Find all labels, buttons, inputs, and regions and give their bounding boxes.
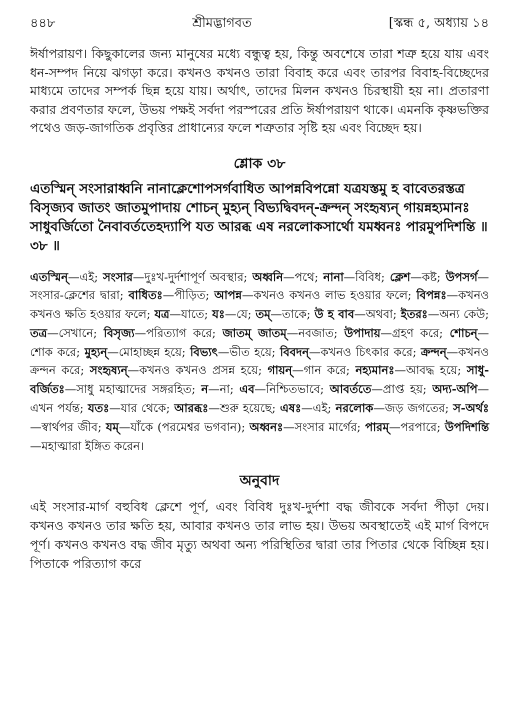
synonym-meaning: বিবিধ (355, 269, 381, 284)
synonym-word: উ হ বাব (314, 307, 355, 322)
synonym-word: এব (239, 382, 255, 397)
synonym-meaning: পীড়িত (174, 288, 206, 303)
synonym-meaning: এখন পর্যন্ত (30, 401, 80, 416)
synonym-word: জাতম্ জাতম্ (222, 325, 287, 340)
synonym-meaning: নিশ্চিতভাবে (266, 382, 321, 397)
synonym-meaning: কষ্ট (421, 269, 437, 284)
synonym-meaning: সংসার-ক্লেশের দ্বারা (30, 288, 120, 303)
synonym-word: ন (201, 382, 209, 397)
synonym-meaning: সংসার মার্গের (294, 419, 357, 434)
synonyms-paragraph: এতস্মিন্—এই; সংসার—দুঃখ-দুর্দশাপূর্ণ অবস্থার; অধ্বনি—পথে; নানা—বিবিধ; ক্লেশ—কষ্ট; উপসর্গ—সংসার-ক্লেশের দ্বারা; বাধিতঃ—পীড়িত; আপন্ন—কখনও কখনও লাভ হওয়ার ফলে; বিপন্নঃ—কখনও কখনও ক্ষতি হওয়ার ফলে; যত্র—যাতে; যঃ—যে; তম্—তাকে; উ হ বাব—অথবা; ইতরঃ—অন্য কেউ; তত্র—সেখানে; বিসৃজ্য—পরিত্যাগ করে; জাতম্ জাতম্—নবজাত; উপাদায়—গ্রহণ করে; শোচন্—শোক করে; মুহ্যন্—মোহাচ্ছন্ন হয়ে; বিভ্যৎ—ভীত হয়ে; বিবদন্—কখনও চিৎকার করে; ক্রন্দন্—কখনও ক্রন্দন করে; সংহৃষ্যন্—কখনও কখনও প্রসন্ন হয়ে; গায়ন্—গান করে; নহ্যমানঃ—আবদ্ধ হয়ে; সাধু-বর্জিতঃ—সাধু মহাত্মাদের সঙ্গরহিত; ন—না; এব—নিশ্চিতভাবে; আবর্ততে—প্রাপ্ত হয়; অদ্য-অপি—এখন পর্যন্ত; যতঃ—যার থেকে; আরব্ধঃ—শুরু হয়েছে; এষঃ—এই; নরলোক—জড় জগতের; স-অর্থঃ—স্বার্থপর জীব; যম্—যাঁকে (পরমেশ্বর ভগবান); অধ্বনঃ—সংসার মার্গের; পারম্—পরপারে; উপদিশন্তি—মহাত্মারা ইঙ্গিত করেন। (30, 269, 490, 453)
synonym-meaning: কখনও কখনও লাভ হওয়ার ফলে (253, 288, 408, 303)
synonym-meaning: মোহাচ্ছন্ন হয়ে (118, 344, 182, 359)
synonym-word: বিবদন্ (279, 344, 309, 359)
synonym-word: উপদিশন্তি (444, 419, 490, 434)
synonym-word: ক্লেশ (389, 269, 411, 284)
translation-heading: অনুবাদ (239, 473, 280, 490)
page-header (30, 14, 489, 35)
synonym-meaning: নবজাত (298, 325, 334, 340)
synonym-meaning: কখনও চিৎকার করে (320, 344, 413, 359)
synonym-word: মুহ্যন্ (84, 344, 108, 359)
synonym-meaning: গান করে (303, 363, 346, 378)
synonym-meaning: জড় জগতের (384, 401, 445, 416)
synonym-word: অধ্বনঃ (249, 419, 284, 434)
synonym-word: বিভ্যৎ (190, 344, 218, 359)
synonym-word: যঃ (212, 307, 225, 322)
synonym-meaning: যাঁকে (পরমেশ্বর ভগবান) (130, 419, 242, 434)
synonym-meaning: যার থেকে (120, 401, 167, 416)
verse-text: এতস্মিন্ সংসারাধ্বনি নানাক্লেশোপসর্গবাধিত আপন্নবিপন্নো যত্রযস্তমু হ বাবেতরস্তত্র বিসৃজ্যব জাতং জাতমুপাদায় শোচন্ মুহ্যন্ বিভ্যদ্বিবদন্-ক্রন্দন্ সংহৃষ্যন্ গায়ন্নহ্যমানঃ সাধুবর্জিতো নৈবাবর্ততেহদ্যাপি যত আরব্ধ এষ নরলোকসার্থো যমধ্বনঃ পারমুপদিশন্তি ॥ ৩৮ ॥ (30, 180, 488, 254)
synonym-word: সংসার (103, 269, 133, 284)
synonym-word: সংহৃষ্যন্ (89, 363, 128, 378)
synonym-word: শোচন্ (449, 325, 478, 340)
synonym-word: নানা (323, 269, 344, 284)
synonym-word: এতস্মিন্ (30, 269, 68, 284)
synonym-word: স-অর্থঃ (453, 401, 490, 416)
synonym-word: অধ্বনি (252, 269, 284, 284)
synonym-word: আরব্ধঃ (174, 401, 209, 416)
synonym-word: এষঃ (279, 401, 302, 416)
synonym-meaning: স্বার্থপর জীব (41, 419, 98, 434)
synonym-word: তত্র (30, 325, 48, 340)
synonym-word: বিপন্নঃ (416, 288, 447, 303)
synonym-word: বাধিতঃ (128, 288, 163, 303)
synonym-meaning: এই (312, 401, 328, 416)
synonym-word: বিসৃজ্য (103, 325, 135, 340)
synonym-meaning: তাকে (282, 307, 307, 322)
synonym-word: পারম্ (365, 419, 389, 434)
synonym-meaning: পরিত্যাগ করে (146, 325, 212, 340)
translation-text: এই সংসার-মার্গ বহুবিধ ক্লেশে পূর্ণ, এবং বিবিধ দুঃখ-দুর্দশা বদ্ধ জীবকে সর্বদা পীড়া দেয়। কখনও কখনও তার ক্ষতি হয়, আবার কখনও তার লাভ হয়। উভয় অবস্থাতেই এই মার্গ বিপদে পূর্ণ। কখনও কখনও বদ্ধ জীব মৃত্যু অথবা অন্য পরিস্থিতির দ্বারা তার পিতার থেকে বিচ্ছিন্ন হয়। পিতাকে পরিত্যাগ করে (30, 499, 489, 572)
synonym-meaning: কখনও কখনও ক্ষতি হওয়ার ফলে (30, 288, 490, 322)
synonym-word: উপসর্গ (445, 269, 478, 284)
synonym-meaning: ভীত হয়ে (229, 344, 272, 359)
synonym-meaning: এই (79, 269, 95, 284)
synonym-word: সাধু-বর্জিতঃ (30, 363, 490, 397)
synonym-meaning: মহাত্মারা ইঙ্গিত করেন। (41, 438, 145, 453)
synonym-word: ক্রন্দন্ (420, 344, 447, 359)
synonym-word: নহ্যমানঃ (355, 363, 395, 378)
page-number: ৪৪৮ (30, 16, 56, 31)
synonym-meaning: প্রাপ্ত হয় (382, 382, 423, 397)
synonym-meaning: গ্রহণ করে (391, 325, 440, 340)
section-reference: [স্কন্ধ ৫, অধ্যায় ১৪ (388, 16, 489, 31)
synonym-meaning: সাধু মহাত্মাদের সঙ্গরহিত (76, 382, 192, 397)
synonym-meaning: যে (236, 307, 248, 322)
synonym-meaning: কখনও ক্রন্দন করে (30, 344, 490, 378)
synonym-word: অদ্য-অপি (432, 382, 478, 397)
synonym-meaning: আবদ্ধ হয়ে (406, 363, 458, 378)
synonym-meaning: পরপারে (400, 419, 437, 434)
synonym-meaning: শোক করে (30, 344, 77, 359)
synonym-word: যম্ (105, 419, 119, 434)
synonym-word: যতঃ (87, 401, 110, 416)
synonym-meaning: পথে (294, 269, 315, 284)
synonym-word: নরলোক (335, 401, 374, 416)
purport-continuation: ঈর্ষাপরায়ণ। কিছুকালের জন্য মানুষের মধ্যে বন্ধুত্ব হয়, কিন্তু অবশেষে তারা শত্রু হয়ে যায় এবং ধন-সম্পদ নিয়ে ঝগড়া করে। কখনও কখনও তারা বিবাহ করে এবং তারপর বিবাহ-বিচ্ছেদের মাধ্যমে তাদের সম্পর্ক ছিন্ন হয়ে যায়। অর্থাৎ, তাদের মিলন কখনও চিরস্থায়ী হয় না। প্রতারণা করার প্রবণতার ফলে, উভয় পক্ষই সর্বদা পরস্পরের প্রতি ঈর্ষাপরায়ণ থাকে। এমনকি কৃষ্ণভক্তির পথেও জড়-জাগতিক প্রবৃত্তির প্রাধান্যের ফলে শত্রুতার সৃষ্টি হয় এবং বিচ্ছেদ হয়। (30, 46, 489, 135)
synonym-word: উপাদায় (344, 325, 381, 340)
verse-heading: শ্লোক ৩৮ (233, 155, 286, 172)
synonym-meaning: অথবা (365, 307, 393, 322)
synonym-word: আপন্ন (214, 288, 242, 303)
synonym-meaning: না (219, 382, 230, 397)
synonym-word: তম্ (255, 307, 271, 322)
synonym-meaning: অন্য কেউ (439, 307, 486, 322)
synonym-word: যত্র (154, 307, 170, 322)
synonym-meaning: শুরু হয়েছে (219, 401, 272, 416)
synonym-word: গায়ন্ (267, 363, 293, 378)
synonym-meaning: সেখানে (58, 325, 94, 340)
synonym-word: আবর্ততে (329, 382, 372, 397)
synonym-meaning: যাতে (181, 307, 205, 322)
book-title: শ্রীমদ্ভাগবত (192, 16, 252, 31)
synonym-meaning: দুঃখ-দুর্দশাপূর্ণ অবস্থার (144, 269, 244, 284)
synonym-word: ইতরঃ (400, 307, 428, 322)
synonym-meaning: কখনও কখনও প্রসন্ন হয়ে (139, 363, 259, 378)
